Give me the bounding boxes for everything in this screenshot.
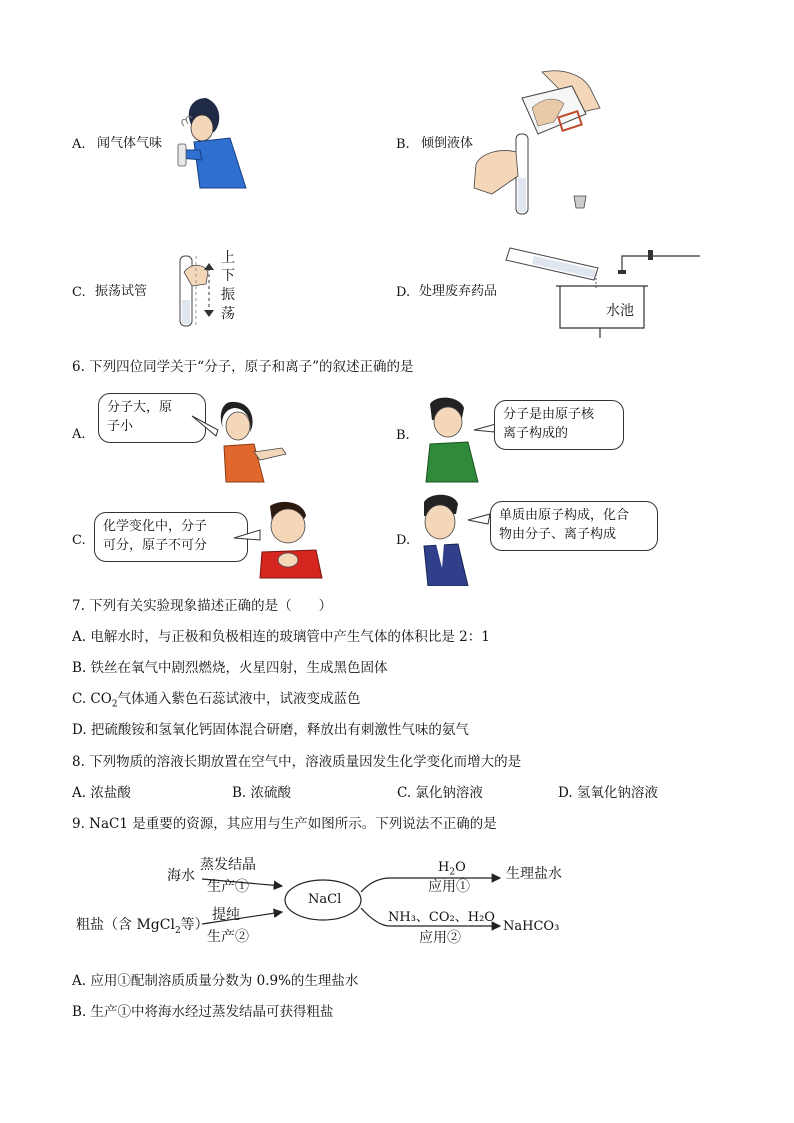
diagram-out1-sub: 2	[449, 867, 456, 878]
q6-option-c-letter: C.	[72, 533, 86, 548]
q7-option-b: B. 铁丝在氧气中剧烈燃烧，火星四射，生成黑色固体	[72, 660, 388, 676]
man-d-figure	[406, 494, 492, 586]
diagram-out2-target: NaHCO₃	[503, 919, 560, 934]
q5-option-a-letter: A.	[72, 137, 86, 152]
q6-bubble-b-line2: 离子构成的	[503, 425, 569, 441]
q5-option-c-text: 振荡试管	[95, 284, 148, 299]
waste-disposal-figure	[504, 244, 704, 340]
diagram-src2-suffix: 等）	[180, 917, 209, 933]
q6-bubble-c-line1: 化学变化中，分子	[103, 519, 208, 534]
shake-label-3: 振	[221, 287, 235, 303]
q7-option-c	[72, 691, 361, 710]
q9-option-b: B. 生产①中将海水经过蒸发结晶可获得粗盐	[72, 1004, 334, 1020]
q5-option-d-letter: D.	[396, 285, 411, 300]
q6-bubble-b-line1: 分子是由原子核	[503, 407, 595, 422]
q6-option-d-letter: D.	[396, 533, 411, 548]
boy-c-figure	[232, 500, 324, 580]
q6-bubble-a-line1: 分子大，原	[107, 400, 173, 415]
q9-stem: 9. NaC1 是重要的资源，其应用与生产如图所示。下列说法不正确的是	[72, 816, 497, 832]
q7-option-c-prefix: C. CO	[72, 691, 112, 707]
q8-option-a: A. 浓盐酸	[72, 785, 131, 801]
q7-option-a: A. 电解水时，与正极和负极相连的玻璃管中产生气体的体积比是 2：1	[72, 629, 490, 645]
q6-option-a-letter: A.	[72, 427, 86, 442]
q5-option-a-text: 闻气体气味	[97, 136, 163, 151]
q6-bubble-d-line2: 物由分子、离子构成	[499, 526, 617, 542]
q9-option-a: A. 应用①配制溶质质量分数为 0.9%的生理盐水	[72, 973, 359, 989]
sink-label: 水池	[606, 303, 634, 319]
q7-option-c-suffix: 气体通入紫色石蕊试液中，试液变成蓝色	[117, 691, 361, 707]
q8-stem: 8. 下列物质的溶液长期放置在空气中，溶液质量因发生化学变化而增大的是	[72, 754, 522, 770]
q7-option-d: D. 把硫酸铵和氢氧化钙固体混合研磨，释放出有刺激性气味的氨气	[72, 722, 469, 738]
diagram-out1-above	[438, 860, 466, 878]
diagram-src2	[76, 917, 209, 937]
q5-option-b-letter: B.	[396, 137, 410, 152]
shake-label-4: 荡	[221, 306, 235, 322]
diagram-out1-o: O	[455, 860, 466, 875]
diagram-src2-above: 提纯	[212, 907, 240, 923]
q7-option-c-sub: 2	[111, 699, 118, 710]
q8-option-b: B. 浓硫酸	[232, 785, 292, 801]
q5-option-c-letter: C.	[72, 285, 86, 300]
q6-bubble-c-line2: 可分，原子不可分	[103, 537, 208, 553]
q6-bubble-b	[494, 400, 624, 450]
shake-label-2: 下	[221, 268, 235, 284]
diagram-src2-prefix: 粗盐（含 MgCl	[76, 917, 175, 933]
q6-option-b-letter: B.	[396, 428, 410, 443]
q6-bubble-d	[490, 501, 658, 551]
q6-bubble-c	[94, 512, 248, 562]
diagram-out2-below: 应用②	[419, 930, 461, 946]
diagram-out1-h: H	[438, 860, 450, 875]
diagram-out2-above: NH₃、CO₂、H₂O	[388, 910, 495, 925]
diagram-out1-below: 应用①	[428, 879, 470, 895]
diagram-src1: 海水	[167, 868, 195, 884]
diagram-out1-target: 生理盐水	[506, 866, 562, 882]
shake-label-1: 上	[221, 250, 235, 266]
q5-option-b-text: 倾倒液体	[421, 136, 474, 151]
boy-b-figure	[416, 396, 496, 484]
q7-stem: 7. 下列有关实验现象描述正确的是（ ）	[72, 598, 333, 614]
q8-option-d: D. 氢氧化钠溶液	[558, 785, 658, 801]
q8-option-c: C. 氯化钠溶液	[397, 785, 483, 801]
diagram-src1-below: 生产①	[207, 879, 249, 895]
up-down-arrow-icon	[203, 262, 215, 318]
diagram-center-nacl: NaCl	[308, 892, 342, 907]
q6-bubble-a-line2: 子小	[107, 418, 134, 434]
pour-liquid-figure	[472, 68, 610, 218]
diagram-src2-sub: 2	[174, 925, 181, 936]
diagram-src1-above: 蒸发结晶	[200, 857, 256, 873]
q5-option-d-text: 处理废弃药品	[419, 284, 498, 299]
q6-stem: 6. 下列四位同学关于“分子，原子和离子”的叙述正确的是	[72, 359, 414, 375]
diagram-src2-below: 生产②	[207, 929, 249, 945]
q6-bubble-d-line1: 单质由原子构成，化合	[499, 508, 630, 523]
girl-figure	[190, 396, 300, 484]
smell-gas-figure	[170, 96, 252, 190]
